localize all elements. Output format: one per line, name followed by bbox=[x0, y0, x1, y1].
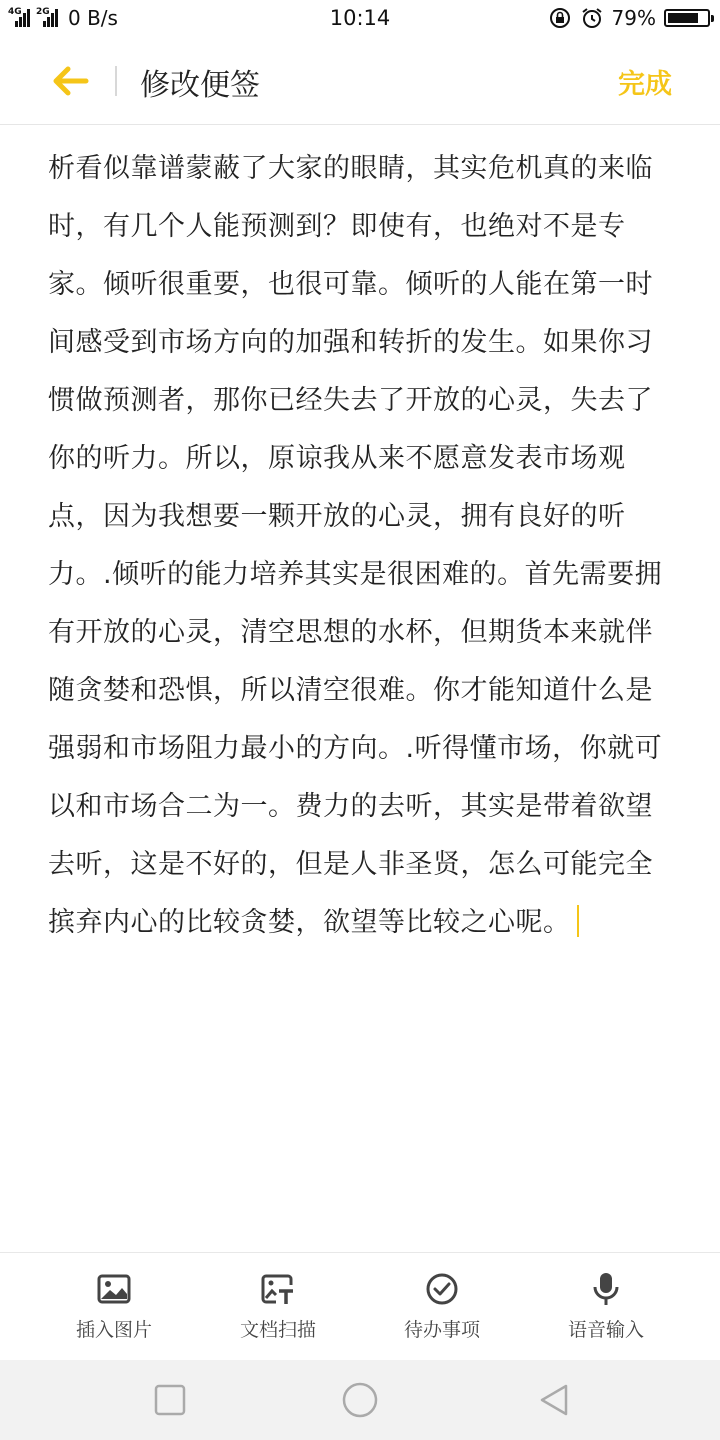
network-type-label: 2G bbox=[36, 7, 50, 17]
back-nav-icon[interactable] bbox=[534, 1382, 574, 1418]
network-speed: 0 B/s bbox=[68, 6, 118, 30]
note-text[interactable]: 析看似靠谱蒙蔽了大家的眼睛，其实危机真的来临时，有几个人能预测到？即使有，也绝对不是专家。倾听很重要，也很可靠。倾听的人能在第一时间感受到市场方向的加强和转折的发生。如果你习惯做预测者，那你已经失去了开放的心灵，失去了你的听力。所以，原谅我从来不愿意发表市场观点，因为我想要一颗开放的心灵，拥有良好的听力。.倾听的能力培养其实是很困难的。首先需要拥有开放的心灵，清空思想的水杯，但期货本来就伴随贪婪和恐惧，所以清空很难。你才能知道什么是强弱和市场阻力最小的方向。.听得懂市场，你就可以和市场合二为一。费力的去听，其实是带着欲望去听，这是不好的，但是人非圣贤，怎么可能完全摈弃内心的比较贪婪，欲望等比较之心呢。 bbox=[48, 153, 663, 938]
system-nav-bar bbox=[0, 1360, 720, 1440]
bottom-toolbar bbox=[0, 1252, 720, 1361]
voice-input-label: 语音输入 bbox=[567, 1319, 644, 1341]
rotation-lock-icon bbox=[548, 6, 572, 30]
battery-icon bbox=[664, 9, 710, 27]
note-body[interactable] bbox=[48, 140, 678, 952]
todo-button[interactable] bbox=[372, 1271, 512, 1342]
page-title: 修改便签 bbox=[140, 68, 260, 103]
voice-input-button[interactable] bbox=[536, 1271, 676, 1342]
alarm-icon bbox=[580, 6, 604, 30]
insert-image-label: 插入图片 bbox=[75, 1319, 152, 1341]
clock: 10:14 bbox=[329, 6, 391, 30]
battery-percent: 79% bbox=[611, 6, 656, 30]
document-scan-button[interactable] bbox=[208, 1271, 348, 1342]
scan-icon bbox=[260, 1271, 296, 1307]
done-button[interactable]: 完成 bbox=[618, 69, 672, 100]
app-header bbox=[0, 38, 720, 125]
status-right bbox=[548, 6, 710, 30]
image-icon bbox=[96, 1271, 132, 1307]
network-type-label: 4G bbox=[8, 7, 22, 17]
note-editor[interactable] bbox=[48, 140, 678, 952]
text-cursor bbox=[577, 905, 579, 937]
check-circle-icon bbox=[424, 1271, 460, 1307]
microphone-icon bbox=[588, 1271, 624, 1307]
document-scan-label: 文档扫描 bbox=[239, 1319, 316, 1341]
recent-apps-icon[interactable] bbox=[150, 1382, 190, 1418]
todo-label: 待办事项 bbox=[403, 1319, 480, 1341]
header-divider bbox=[115, 66, 117, 96]
home-icon[interactable] bbox=[340, 1382, 380, 1418]
insert-image-button[interactable] bbox=[44, 1271, 184, 1342]
status-bar bbox=[0, 0, 720, 38]
back-arrow-icon[interactable] bbox=[50, 64, 90, 98]
